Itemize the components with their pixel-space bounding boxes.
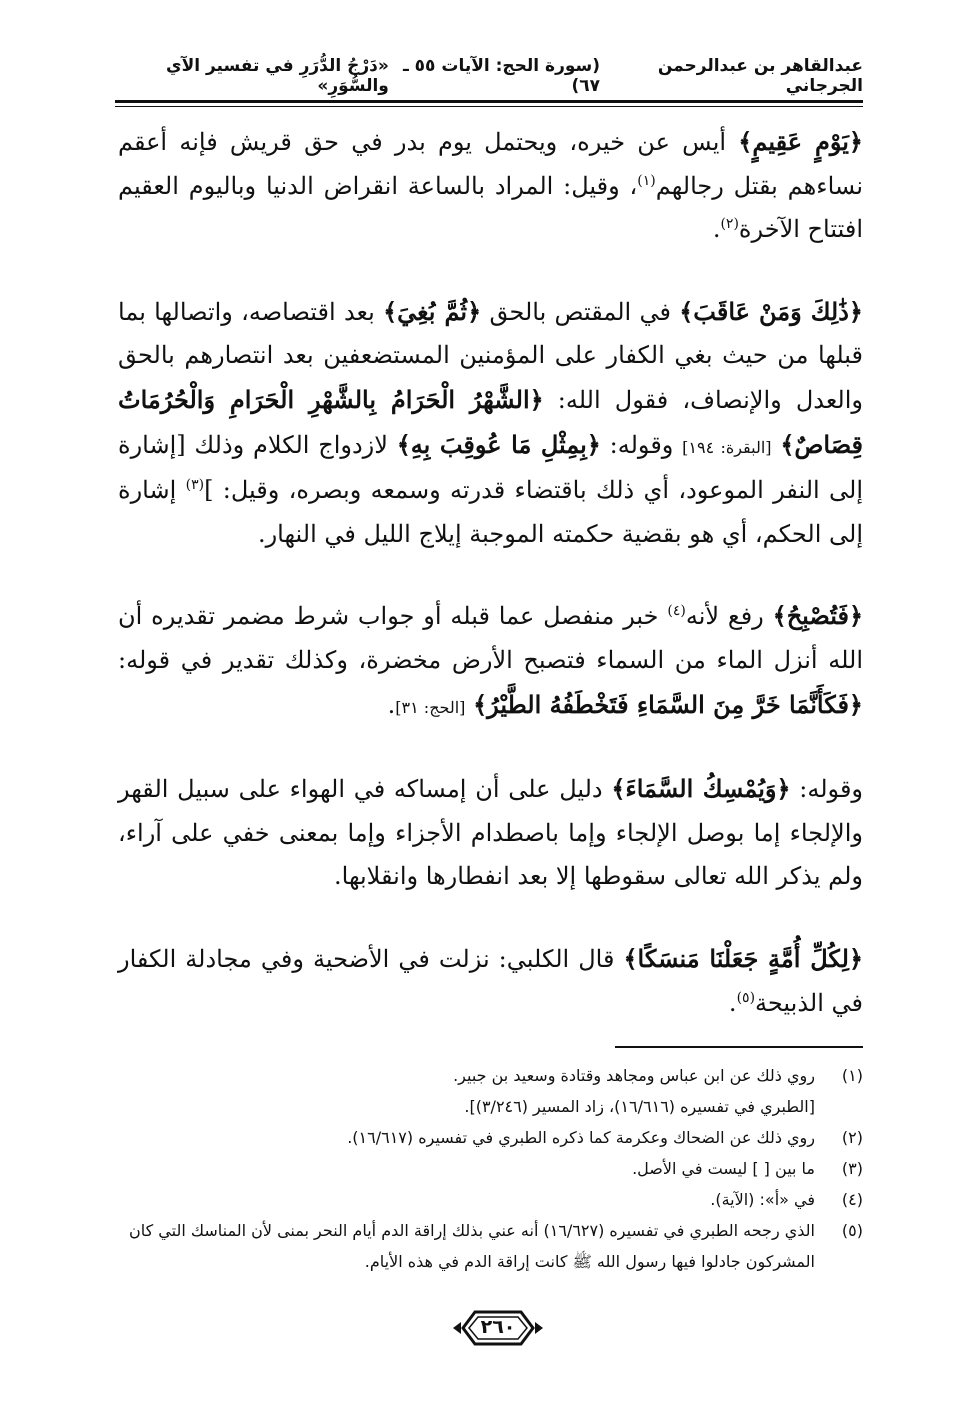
paragraph (118, 594, 863, 729)
footnote-text: في «أ»: (الآية). (710, 1190, 815, 1209)
footnote-marker: (٥) (736, 989, 756, 1006)
body-segment: ، وقيل: المراد بالساعة انقراض الدنيا وباليوم العقيم افتتاح الآخرة (118, 171, 863, 244)
body-segment: بعد اقتصاصه، واتصالها بما قبلها من حيث بغي الكفار على المؤمنين المستضعفين بعد انتصارهم بالحق والعدل والإنصاف، فقول الله: (118, 297, 863, 414)
footnote-marker: (٤) (667, 603, 686, 620)
header-book-title: «دَرْجُ الدُّرَرِ في تفسير الآي والسُّوَرِ» (166, 56, 389, 96)
paragraph (118, 937, 863, 1025)
footnote-number: (١) (841, 1066, 863, 1085)
body-segment: . (728, 988, 737, 1017)
footnote-1 (118, 1060, 863, 1091)
quran-verse: ﴿بِمِثْلِ مَا عُوقِبَ بِهِ﴾ (396, 429, 601, 459)
footnote-1-continuation: [الطبري في تفسيره (١٦/٦١٦)، زاد المسير (٣/٢٤٦)]. (464, 1097, 815, 1116)
body-segment: وقوله: (600, 430, 683, 459)
verse-reference: [الحج: ٣١] (395, 697, 466, 717)
body-segment: . (712, 215, 721, 244)
body-segment: دليل على أن إمساكه في الهواء على سبيل القهر والإلجاء إما بوصل الإلجاء وإما باصطدام الأجزاء وإما بمعنى خفي على آراء، ولم يذكر الله تعالى سقوطها إلا بعد انفطارها وانقلابها. (118, 775, 863, 891)
paragraph (118, 290, 863, 557)
body-segment: في المقتص بالحق (481, 297, 680, 326)
quran-verse: ﴿ذَٰلِكَ وَمَنْ عَاقَبَ﴾ (679, 296, 863, 326)
page-number: ٢٦٠ (480, 1316, 516, 1338)
body-segment: خبر منفصل عما قبله أو جواب شرط مضمر تقديره أن الله أنزل الماء من السماء فتصبح الأرض مخضرة، وكذلك تقدير في قوله: (118, 602, 863, 674)
footnote-marker: (١) (637, 172, 656, 189)
quran-verse: ﴿لِكُلِّ أُمَّةٍ جَعَلْنَا مَنسَكًا﴾ (623, 943, 864, 973)
quran-verse: ﴿ثُمَّ بُغِيَ﴾ (383, 296, 482, 326)
body-segment: رفع لأنه (685, 602, 773, 631)
footnote-number: (٣) (841, 1159, 863, 1178)
quran-verse: ﴿فَتُصْبِحُ﴾ (772, 601, 864, 631)
footnotes (118, 1060, 863, 1277)
footnote-5 (118, 1215, 863, 1277)
body-segment: إشارة إلى الحكم، أي هو بقضية حكمته الموجبة إيلاج الليل في النهار. (118, 476, 863, 548)
quran-verse: ﴿الشَّهْرُ الْحَرَامُ بِالشَّهْرِ الْحَرَامِ وَالْحُرُمَاتُ قِصَاصٌ﴾ (118, 384, 864, 459)
paragraph (118, 767, 863, 899)
footnote-text: روي ذلك عن ابن عباس ومجاهد وقتادة وسعيد بن جبير. (453, 1066, 815, 1085)
body-segment: وقوله: (790, 775, 864, 804)
footnote-number: (٢) (841, 1128, 863, 1147)
footnote-4 (118, 1184, 863, 1215)
quran-verse: ﴿يَوْمٍ عَقِيمٍ﴾ (738, 127, 863, 156)
header-author: عبدالقاهر بن عبدالرحمن الجرجاني (657, 56, 863, 96)
footnote-marker: (٢) (720, 216, 739, 233)
header-rule (115, 100, 863, 103)
body-text (118, 120, 863, 1063)
page-number-ornament (453, 1308, 543, 1348)
quran-verse: ﴿وَيُمْسِكُ السَّمَاءَ﴾ (611, 774, 791, 804)
body-segment: قال الكلبي: نزلت في الأضحية وفي مجادلة الكفار في الذبيحة (118, 944, 863, 1017)
footnote-text: ما بين [ ] ليست في الأصل. (632, 1159, 815, 1178)
running-header (115, 58, 863, 94)
quran-verse: ﴿فَكَأَنَّمَا خَرَّ مِنَ السَّمَاءِ فَتَخْطَفُهُ الطَّيْرُ﴾ (473, 689, 863, 719)
verse-reference: [البقرة: ١٩٤] (682, 437, 772, 457)
footnote-separator (615, 1046, 863, 1048)
footnote-2 (118, 1122, 863, 1153)
body-segment: . (387, 690, 396, 719)
header-rule-thin (115, 106, 863, 107)
footnote-text: الذي رجحه الطبري في تفسيره (١٦/٦٢٧) أنه عني بذلك إراقة الدم أيام النحر بمنى لأن المناسك التي كان المشركون جادلوا فيها رسول الله ﷺ كانت إراقة الدم في هذه الأيام. (128, 1221, 815, 1271)
footnote-number: (٥) (841, 1221, 863, 1240)
footnote-marker: (٣) (185, 477, 205, 494)
footnote-number: (٤) (841, 1190, 863, 1209)
body-segment: لازدواج الكلام وذلك [إشارة إلى النفر الموعود، أي ذلك باقتضاء قدرته وسمعه وبصره، وقيل: ] (118, 430, 863, 505)
footnote-text: روي ذلك عن الضحاك وعكرمة كما ذكره الطبري في تفسيره (١٦/٦١٧). (347, 1128, 815, 1147)
header-section: (سورة الحج: الآيات ٥٥ ـ ٦٧) (402, 56, 601, 96)
body-segment: أيس عن خيره، ويحتمل يوم بدر في حق قريش فإنه أعقم نساءهم بقتل رجالهم (118, 128, 863, 200)
body-segment (465, 691, 473, 719)
paragraph (118, 120, 863, 252)
footnote-3 (118, 1153, 863, 1184)
